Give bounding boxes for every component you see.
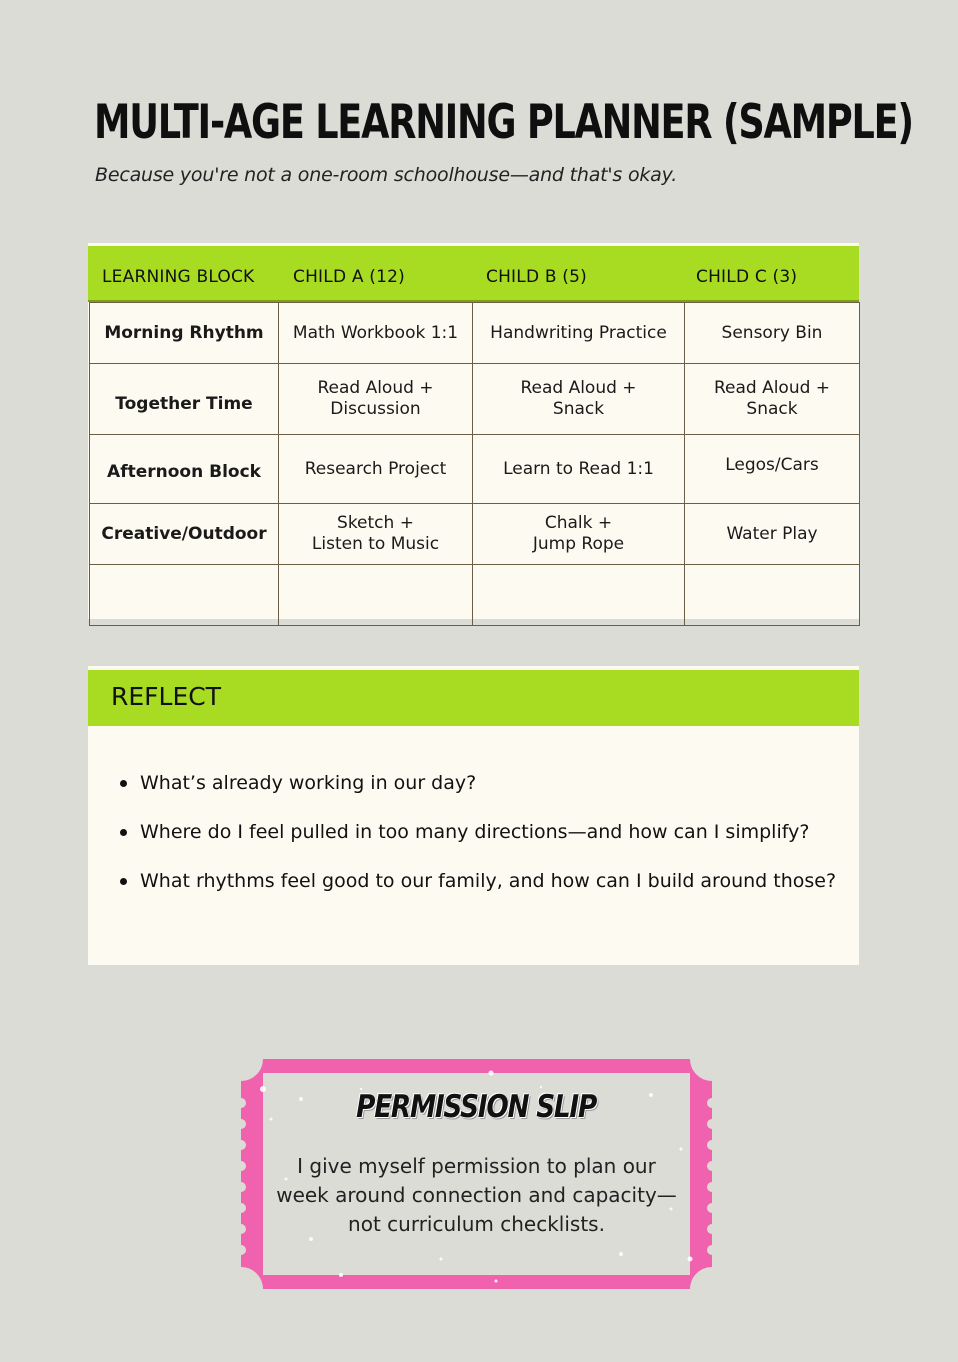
cell-block: Creative/Outdoor — [90, 504, 279, 565]
cell-child-b: Learn to Read 1:1 — [473, 435, 685, 504]
reflect-title: REFLECT — [111, 682, 221, 711]
permission-slip-title: PERMISSION SLIP — [356, 1089, 597, 1125]
list-item: Where do I feel pulled in too many directions—and how can I simplify? — [120, 817, 836, 866]
column-header-child-c: CHILD C (3) — [696, 267, 798, 287]
table-header-row — [88, 246, 859, 302]
cell-child-a: Read Aloud + Discussion — [279, 364, 473, 435]
permission-slip — [241, 1059, 712, 1289]
column-header-child-a: CHILD A (12) — [293, 267, 405, 287]
cell-child-a: Math Workbook 1:1 — [279, 303, 473, 364]
cell-child-b: Handwriting Practice — [473, 303, 685, 364]
cell-child-a: Research Project — [279, 435, 473, 504]
column-header-learning-block: LEARNING BLOCK — [102, 267, 255, 287]
table-row — [90, 504, 860, 565]
cell-child-c: Legos/Cars — [685, 435, 860, 504]
cell-child-b: Read Aloud + Snack — [473, 364, 685, 435]
cell-block: Morning Rhythm — [90, 303, 279, 364]
cell-child-b: Chalk + Jump Rope — [473, 504, 685, 565]
cell-child-c — [685, 565, 860, 626]
planner-grid — [89, 302, 860, 626]
permission-slip-text: I give myself permission to plan our week around connection and capacity—not curriculum checklists. — [276, 1154, 677, 1236]
cell-child-b — [473, 565, 685, 626]
page-subtitle: Because you're not a one-room schoolhouse—and that's okay. — [95, 164, 678, 186]
cell-child-c: Sensory Bin — [685, 303, 860, 364]
cell-child-a — [279, 565, 473, 626]
reflect-prompts — [120, 768, 836, 915]
list-item: What’s already working in our day? — [120, 768, 836, 817]
page-title: MULTI-AGE LEARNING PLANNER (SAMPLE) — [94, 95, 913, 150]
reflect-header — [88, 670, 859, 726]
cell-block: Together Time — [90, 364, 279, 435]
table-row — [90, 303, 860, 364]
table-row — [90, 435, 860, 504]
cell-child-c: Water Play — [685, 504, 860, 565]
table-row — [90, 565, 860, 626]
planner-table — [88, 243, 859, 619]
column-header-child-b: CHILD B (5) — [486, 267, 587, 287]
cell-block: Afternoon Block — [90, 435, 279, 504]
cell-child-c: Read Aloud + Snack — [685, 364, 860, 435]
cell-block — [90, 565, 279, 626]
reflect-section — [88, 666, 859, 965]
cell-child-a: Sketch + Listen to Music — [279, 504, 473, 565]
table-row — [90, 364, 860, 435]
list-item: What rhythms feel good to our family, and how can I build around those? — [120, 866, 836, 915]
